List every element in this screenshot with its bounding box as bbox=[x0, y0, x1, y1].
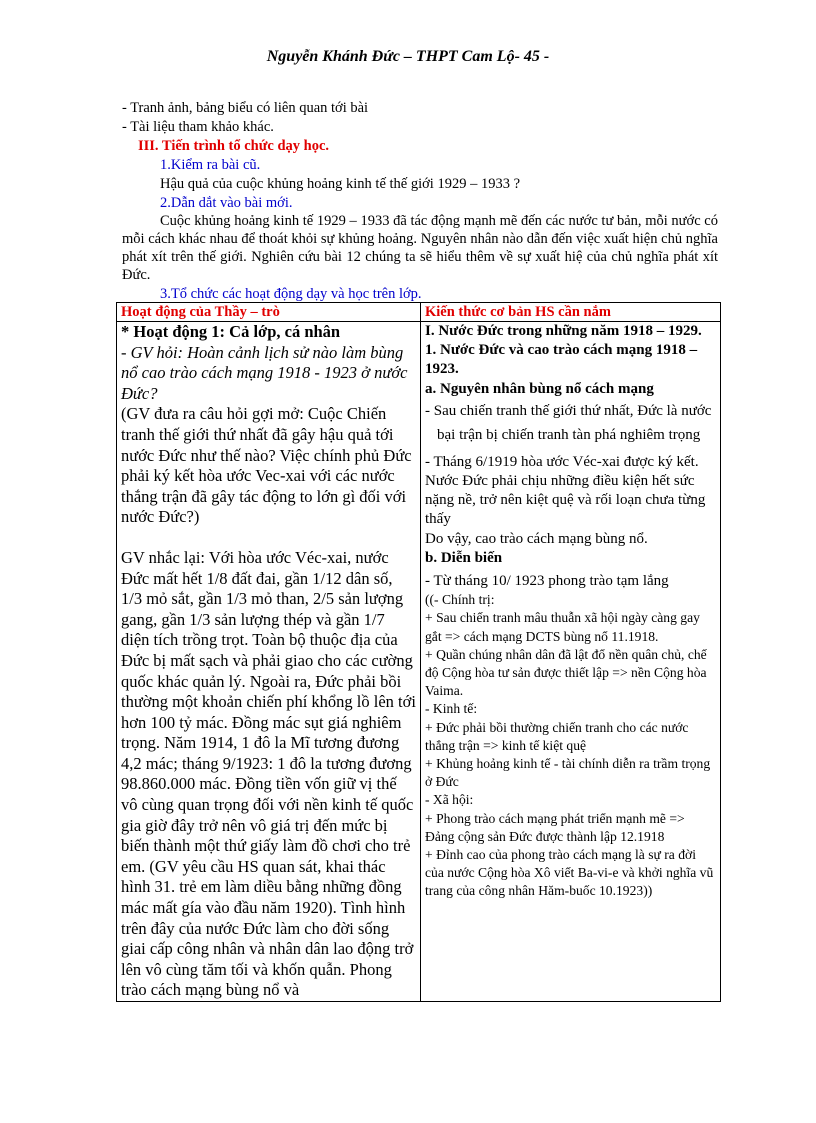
teacher-hint: (GV đưa ra câu hỏi gợi mở: Cuộc Chiến tranh thế giới thứ nhất đã gây hậu quả tới nước Đức như thế nào? Việc chính phủ Đức phải ký kết hòa ước Vec-xai với các nước thắng trận đã gây tác động to lớn gì đối với nước Đức?) bbox=[121, 404, 412, 527]
economy-label: - Kinh tế: bbox=[425, 701, 478, 717]
politics-item-2: + Quần chúng nhân dân đã lật đổ nền quân chủ, chế độ Cộng hòa tư sản được thiết lập => nền Cộng hòa Vaima. bbox=[425, 646, 707, 699]
society-item-1: + Phong trào cách mạng phát triển mạnh mẽ => Đảng cộng sản Đức được thành lập 12.1918 bbox=[425, 810, 685, 844]
heading-section-1: 1. Nước Đức và cao trào cách mạng 1918 – 1923. bbox=[425, 342, 698, 378]
teacher-question: - GV hỏi: Hoàn cảnh lịch sử nào làm bùng nổ cao trào cách mạng 1918 - 1923 ở nước Đức? bbox=[121, 342, 408, 403]
activity-title: * Hoạt động 1: Cả lớp, cá nhân bbox=[121, 322, 341, 341]
event-item: - Từ tháng 10/ 1923 phong trào tạm lắng bbox=[425, 573, 669, 590]
page-header: Nguyễn Khánh Đức – THPT Cam Lộ- 45 - bbox=[266, 48, 550, 65]
politics-label: ((- Chính trị: bbox=[425, 592, 495, 608]
heading-events: b. Diễn biến bbox=[425, 549, 503, 566]
economy-item-2: + Khủng hoảng kinh tế - tài chính diễn ra trầm trọng ở Đức bbox=[425, 756, 711, 790]
material-line-2: - Tài liệu tham khảo khác. bbox=[122, 119, 274, 135]
step-2-heading: 2.Dẫn dắt vào bài mới. bbox=[160, 195, 293, 211]
knowledge-cell bbox=[421, 322, 721, 1002]
review-question: Hậu quả của cuộc khủng hoảng kinh tế thế giới 1929 – 1933 ? bbox=[160, 176, 521, 192]
society-label: - Xã hội: bbox=[425, 792, 474, 808]
cause-item-1: - Sau chiến tranh thế giới thứ nhất, Đức là nước bại trận bị chiến tranh tàn phá nghiêm trọng bbox=[425, 402, 712, 443]
heading-causes: a. Nguyên nhân bùng nổ cách mạng bbox=[425, 380, 654, 397]
economy-item-1: + Đức phải bồi thường chiến tranh cho các nước thắng trận => kinh tế kiệt quệ bbox=[425, 719, 689, 753]
step-1-heading: 1.Kiểm ra bài cũ. bbox=[160, 157, 261, 173]
society-item-2: + Đỉnh cao của phong trào cách mạng là sự ra đời của nước Cộng hòa Xô viết Ba-vi-e và khởi nghĩa vũ trang của công nhân Hăm-buốc 10.1923)) bbox=[425, 847, 714, 899]
intro-paragraph: Cuộc khủng hoảng kinh tế 1929 – 1933 đã tác động mạnh mẽ đến các nước tư bản, mỗi nước có mỗi cách khác nhau để thoát khỏi sự khủng hoảng. Nguyên nhân nào dẫn đến việc xuất hiện chủ nghĩa phát xít trên thế giới. Nghiên cứu bài 12 chúng ta sẽ hiểu thêm về sự xuất hiệ của chủ nghĩa phát xít Đức. bbox=[122, 213, 718, 283]
column-header-knowledge: Kiến thức cơ bản HS cần nắm bbox=[421, 303, 721, 322]
section-heading: III. Tiến trình tổ chức dạy học. bbox=[138, 138, 330, 154]
step-3-heading: 3.Tổ chức các hoạt động dạy và học trên lớp. bbox=[160, 286, 422, 302]
teacher-recap: GV nhắc lại: Với hòa ước Véc-xai, nước Đức mất hết 1/8 đất đai, gần 1/12 dân số, 1/3 mỏ sắt, gần 1/3 mỏ than, 2/5 sản lượng gang, gần 1/3 sản lượng thép và gần 1/7 diện tích trồng trọt. Toàn bộ thuộc địa của Đức bị mất sạch và phải giao cho các cường quốc khác quản lý. Ngoài ra, Đức phải bồi thường một khoản chiến phí khổng lồ lên tới hơn 100 tỷ mác. Đồng mác sụt giá nghiêm trọng. Năm 1914, 1 đô la Mĩ tương đương 4,2 mác; tháng 9/1923: 1 đô la tương đương 98.860.000 mác. Đồng tiền vốn giữ vị thế vô cùng quan trọng đối với nền kinh tế quốc gia giờ đây trở nên vô giá trị đến mức bị biến thành một thứ giấy làm đồ chơi cho trẻ em. (GV yêu cầu HS quan sát, khai thác hình 31. trẻ em làm diều bằng những đồng mác mất gía vào đầu năm 1920). Tình hình trên đây của nước Đức làm cho đời sống giai cấp công nhân và nhân dân lao động trở lên vô cùng tăm tối và khốn quẫn. Phong trào cách mạng bùng nổ và bbox=[121, 547, 416, 1000]
lesson-table bbox=[116, 302, 721, 1002]
column-header-teacher: Hoạt động của Thầy – trò bbox=[117, 303, 421, 322]
teacher-activity-cell bbox=[117, 322, 421, 1002]
material-line-1: - Tranh ảnh, bảng biểu có liên quan tới bài bbox=[122, 100, 369, 116]
cause-item-2: - Tháng 6/1919 hòa ước Véc-xai được ký kết. Nước Đức phải chịu những điều kiện hết sức nặng nề, trở nên kiệt quệ và rối loạn chưa từng thấy bbox=[425, 453, 706, 528]
politics-item-1: + Sau chiến tranh mâu thuẫn xã hội ngày càng gay gắt => cách mạng DCTS bùng nổ 11.1918. bbox=[425, 610, 700, 644]
heading-part-1: I. Nước Đức trong những năm 1918 – 1929. bbox=[425, 323, 702, 339]
cause-conclusion: Do vậy, cao trào cách mạng bùng nổ. bbox=[425, 530, 648, 547]
